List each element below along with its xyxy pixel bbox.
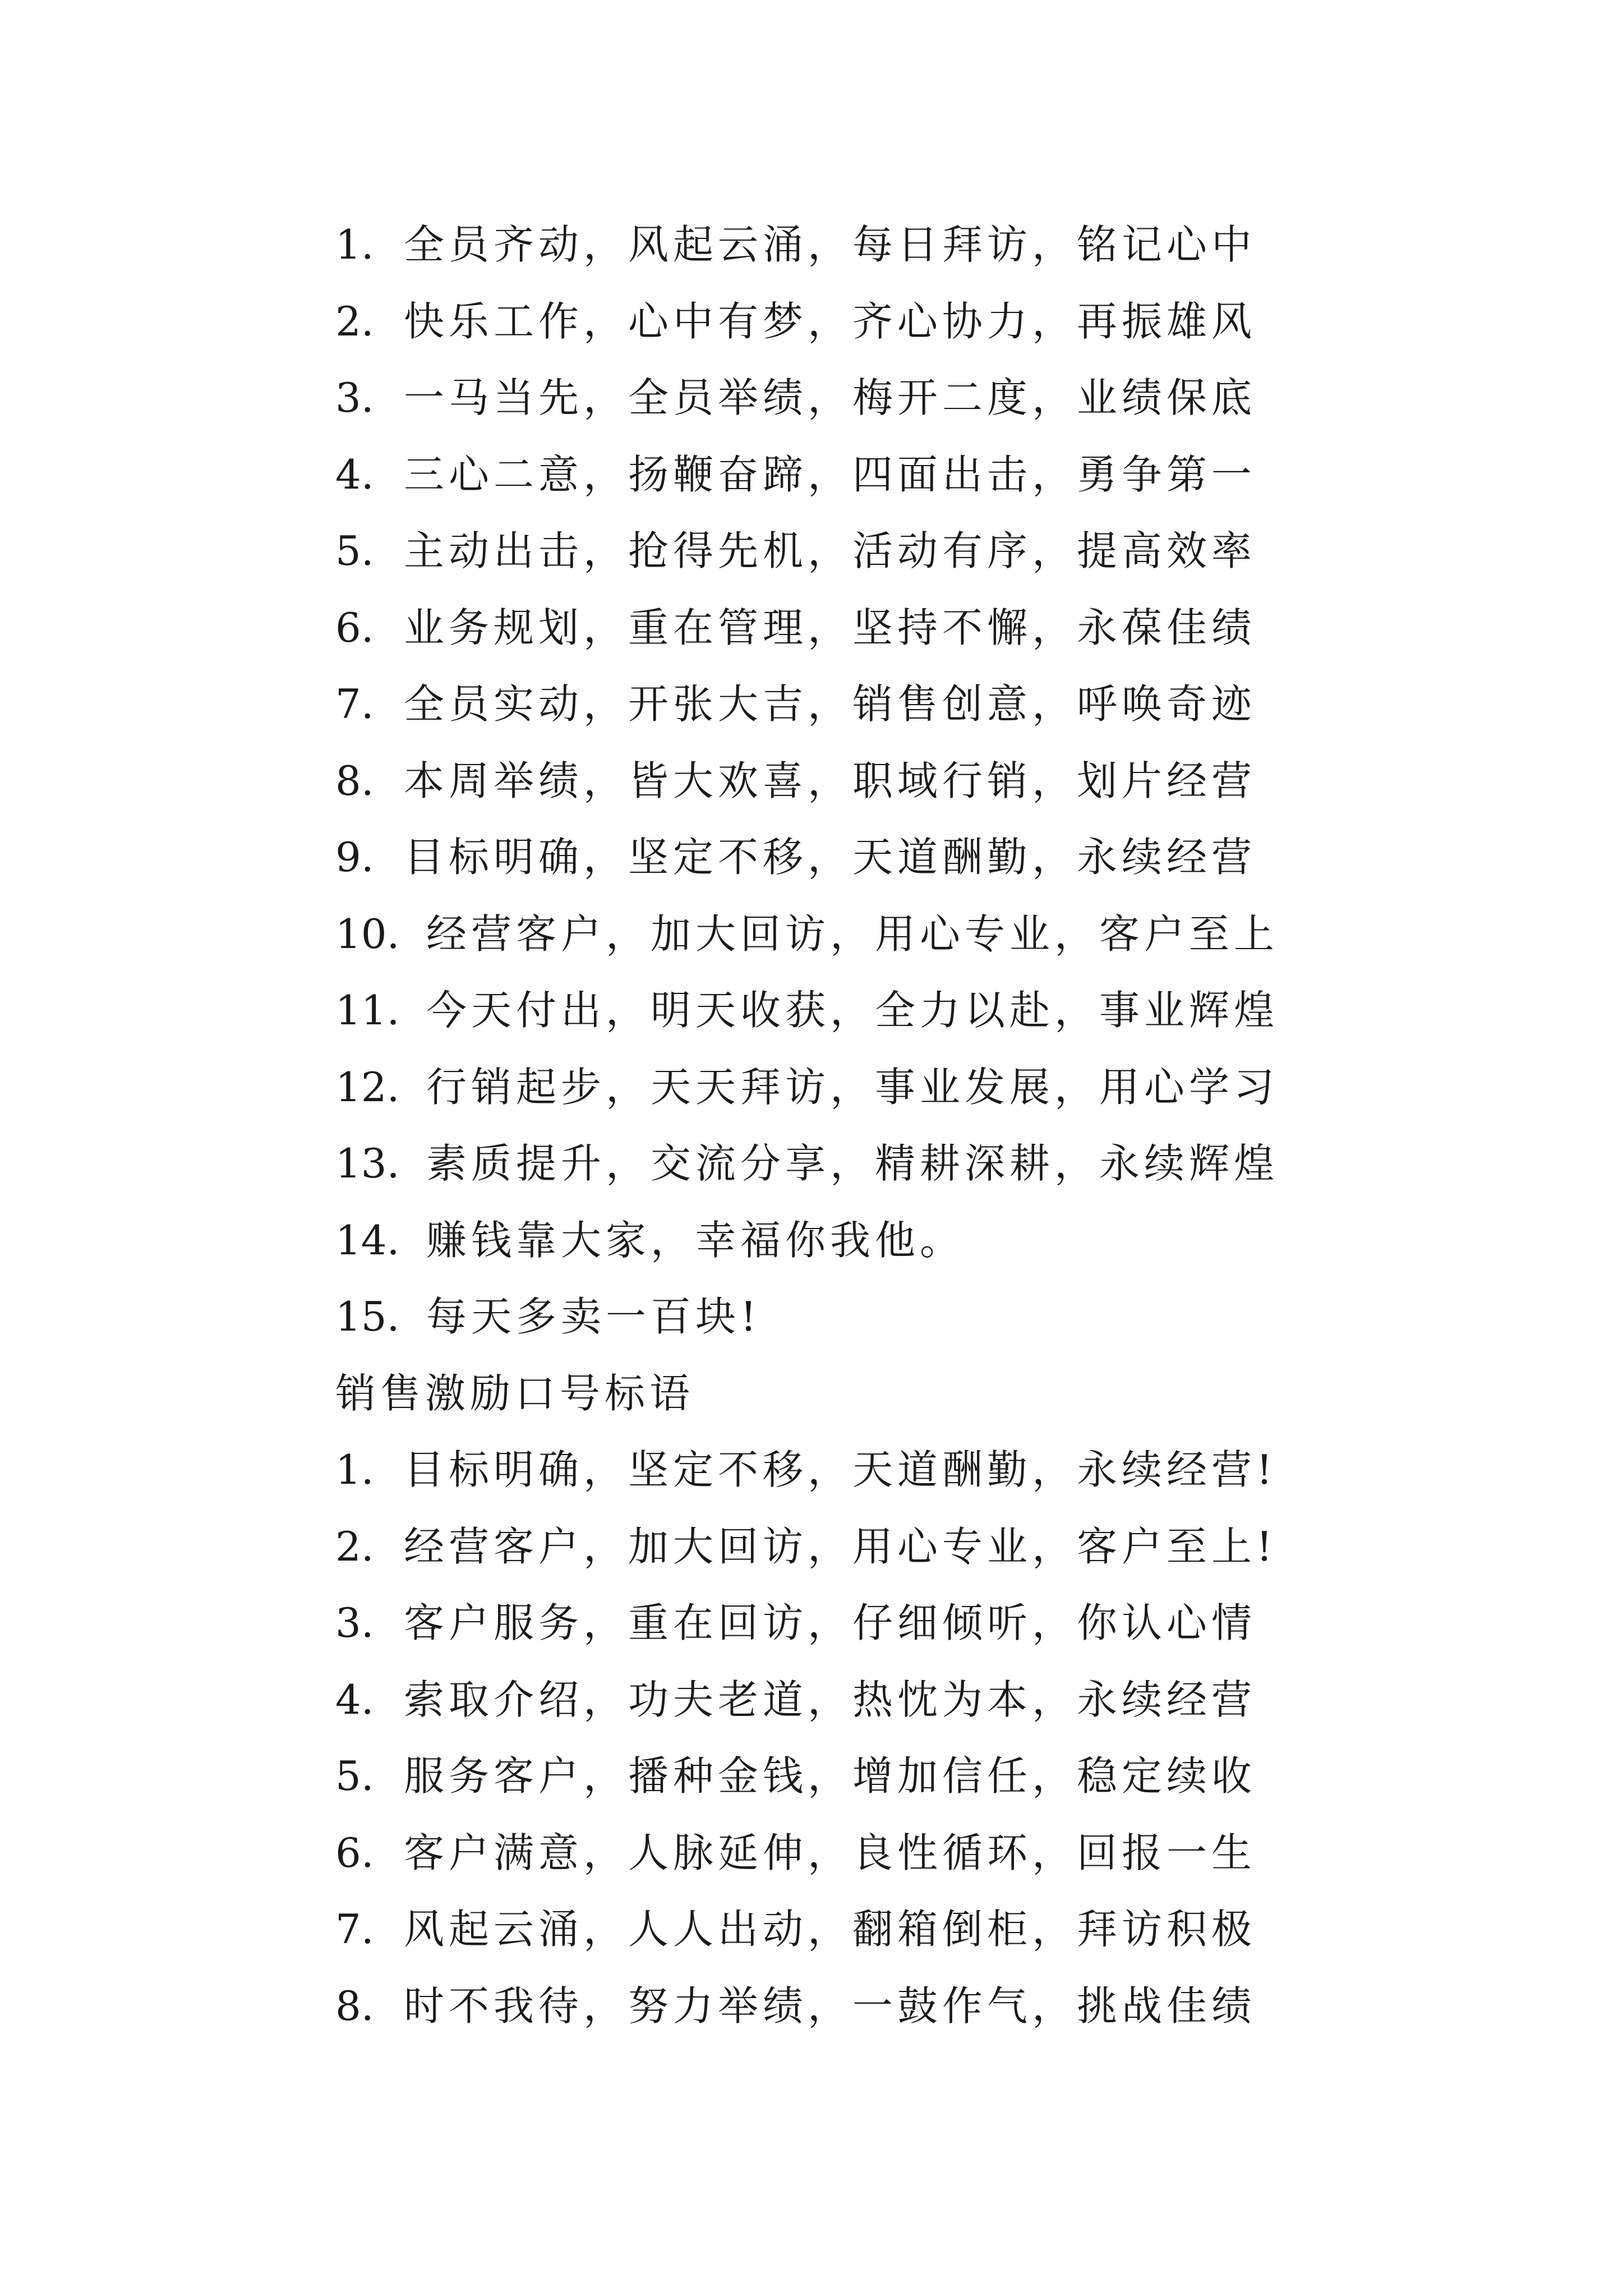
- list-item: [335, 1585, 1513, 1662]
- item-number: 7.: [335, 680, 374, 728]
- list-item: [335, 513, 1513, 590]
- item-text: 索取介绍，功夫老道，热忱为本，永续经营: [404, 1676, 1257, 1723]
- item-number: 1.: [335, 221, 374, 268]
- item-number: 10.: [335, 910, 400, 958]
- item-number: 2.: [335, 297, 374, 345]
- item-text: 业务规划，重在管理，坚持不懈，永葆佳绩: [404, 604, 1257, 651]
- item-number: 6.: [335, 1829, 374, 1876]
- item-number: 3.: [335, 374, 374, 421]
- list-item: [335, 972, 1513, 1049]
- item-number: 4.: [335, 450, 374, 498]
- slogan-list-2: [335, 1432, 1513, 2044]
- item-text: 全员实动，开张大吉，销售创意，呼唤奇迹: [404, 680, 1257, 728]
- list-item: [335, 1508, 1513, 1585]
- list-item: [335, 1738, 1513, 1815]
- list-item: [335, 666, 1513, 743]
- list-item: [335, 436, 1513, 513]
- item-text: 素质提升，交流分享，精耕深耕，永续辉煌: [426, 1140, 1279, 1187]
- item-number: 2.: [335, 1522, 374, 1570]
- list-item: [335, 360, 1513, 436]
- item-number: 15.: [335, 1293, 400, 1340]
- list-item: [335, 1432, 1513, 1508]
- item-number: 5.: [335, 527, 374, 574]
- item-number: 6.: [335, 604, 374, 651]
- item-text: 目标明确，坚定不移，天道酬勤，永续经营!: [404, 1446, 1277, 1493]
- list-item: [335, 1202, 1513, 1279]
- item-number: 14.: [335, 1216, 400, 1264]
- item-number: 11.: [335, 987, 400, 1034]
- item-number: 5.: [335, 1752, 374, 1800]
- item-text: 客户满意，人脉延伸，良性循环，回报一生: [404, 1829, 1257, 1876]
- item-text: 客户服务，重在回访，仔细倾听，你认心情: [404, 1599, 1257, 1646]
- list-item: [335, 283, 1513, 360]
- item-text: 行销起步，天天拜访，事业发展，用心学习: [426, 1063, 1279, 1111]
- item-number: 7.: [335, 1906, 374, 1953]
- item-number: 3.: [335, 1599, 374, 1646]
- list-item: [335, 1968, 1513, 2045]
- item-text: 一马当先，全员举绩，梅开二度，业绩保底: [404, 374, 1257, 421]
- list-item: [335, 896, 1513, 973]
- list-item: [335, 819, 1513, 896]
- item-text: 今天付出，明天收获，全力以赴，事业辉煌: [426, 987, 1279, 1034]
- item-text: 本周举绩，皆大欢喜，职域行销，划片经营: [404, 757, 1257, 804]
- item-number: 1.: [335, 1446, 374, 1493]
- list-item: [335, 1662, 1513, 1738]
- item-text: 每天多卖一百块!: [426, 1293, 761, 1340]
- item-number: 13.: [335, 1140, 400, 1187]
- item-number: 9.: [335, 834, 374, 881]
- document-body: [335, 206, 1513, 2044]
- item-text: 服务客户，播种金钱，增加信任，稳定续收: [404, 1752, 1257, 1800]
- list-item: [335, 1891, 1513, 1968]
- section-title: 销售激励口号标语: [335, 1369, 695, 1417]
- item-number: 8.: [335, 1982, 374, 2030]
- item-text: 风起云涌，人人出动，翻箱倒柜，拜访积极: [404, 1906, 1257, 1953]
- list-item: [335, 1815, 1513, 1892]
- item-text: 全员齐动，风起云涌，每日拜访，铭记心中: [404, 221, 1257, 268]
- item-text: 目标明确，坚定不移，天道酬勤，永续经营: [404, 834, 1257, 881]
- slogan-list-1: [335, 206, 1513, 1355]
- item-text: 时不我待，努力举绩，一鼓作气，挑战佳绩: [404, 1982, 1257, 2030]
- item-text: 主动出击，抢得先机，活动有序，提高效率: [404, 527, 1257, 574]
- item-text: 快乐工作，心中有梦，齐心协力，再振雄风: [404, 297, 1257, 345]
- item-number: 12.: [335, 1063, 400, 1111]
- list-item: [335, 206, 1513, 283]
- item-text: 赚钱靠大家，幸福你我他。: [426, 1216, 965, 1264]
- list-item: [335, 1049, 1513, 1126]
- list-item: [335, 1125, 1513, 1202]
- list-item: [335, 743, 1513, 820]
- list-item: [335, 1278, 1513, 1355]
- item-text: 经营客户，加大回访，用心专业，客户至上!: [404, 1522, 1277, 1570]
- list-item: [335, 590, 1513, 666]
- item-number: 8.: [335, 757, 374, 804]
- item-number: 4.: [335, 1676, 374, 1723]
- item-text: 经营客户，加大回访，用心专业，客户至上: [426, 910, 1279, 958]
- item-text: 三心二意，扬鞭奋蹄，四面出击，勇争第一: [404, 450, 1257, 498]
